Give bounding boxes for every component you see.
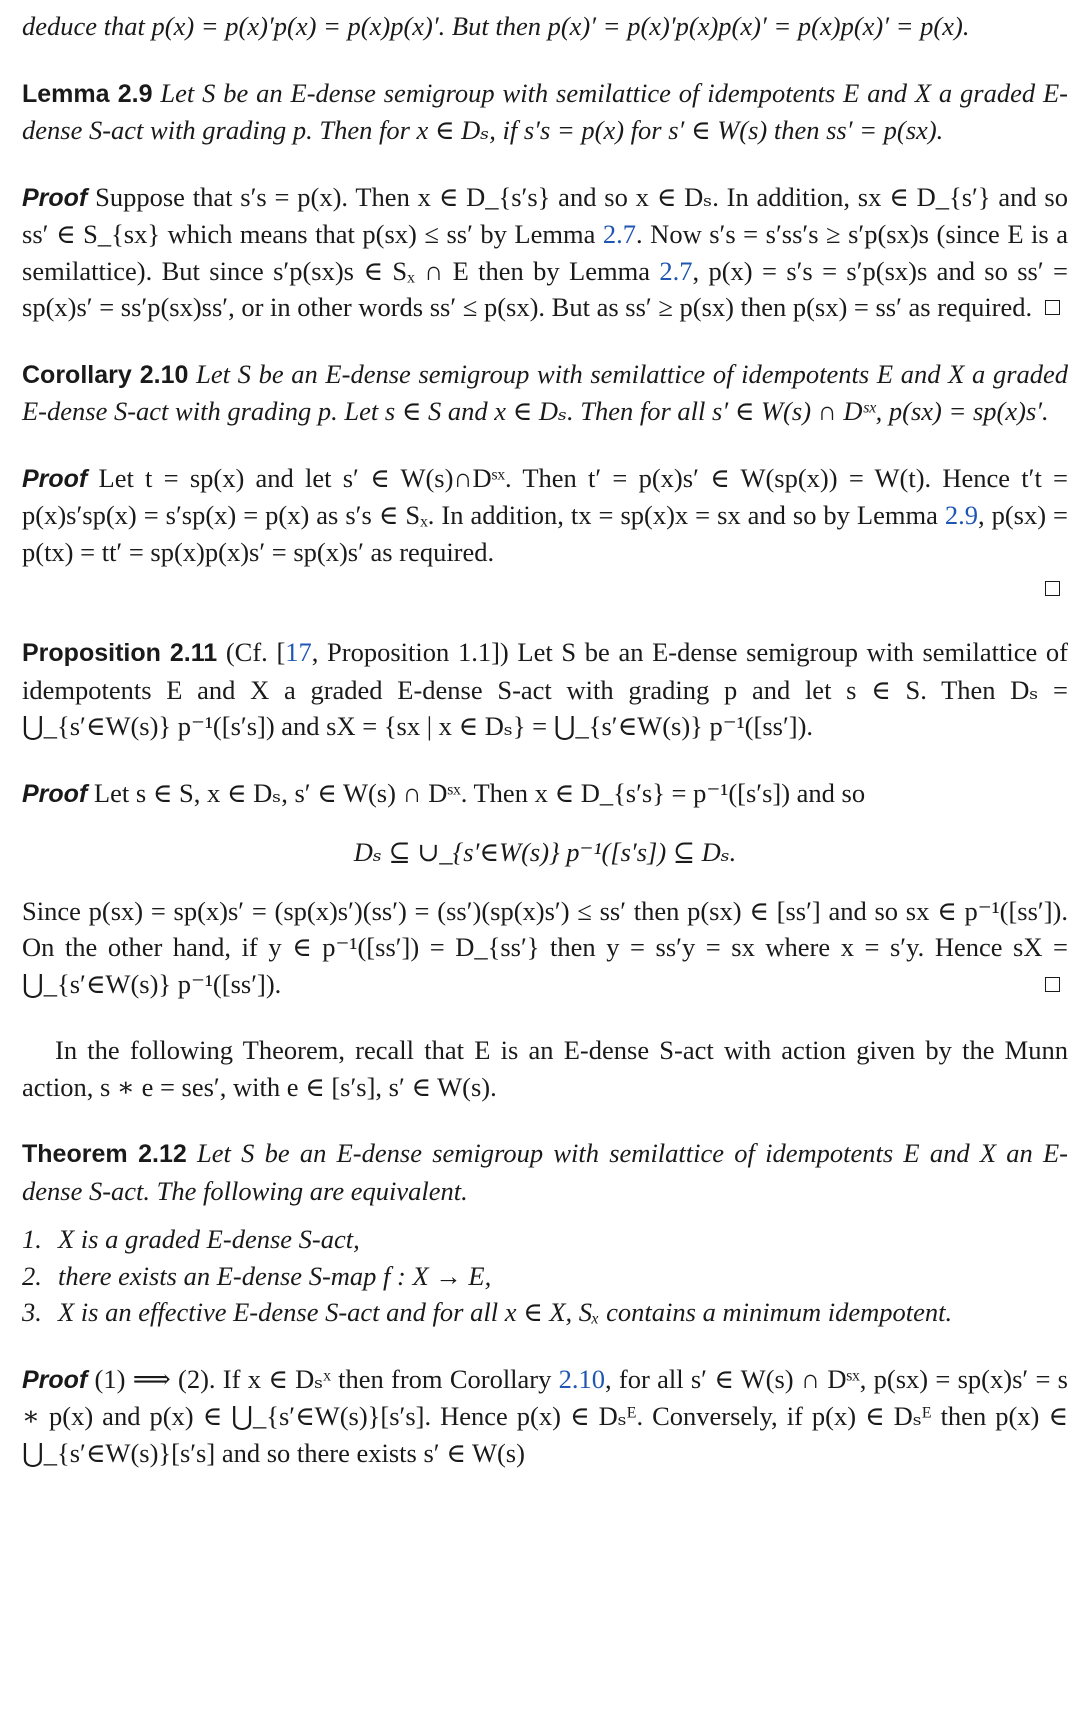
proof-text: Since p(sx) = sp(x)s′ = (sp(x)s′)(ss′) = (ss′)(sp(x)s′) ≤ ss′ then p(sx) ∈ [ss′] and so sx ∈ p⁻¹([ss′]). On the other hand, if y ∈ p⁻¹([ss′]) = D_{ss′} then y = ss′y = sx where x = s′y. Hence sX = ⋃_{s′∈W(s)} p⁻¹([ss′]).: [22, 895, 1068, 999]
lemma-2-7-link[interactable]: 2.7: [659, 255, 693, 286]
proposition-text: , Proposition 1.1]) Let S be an E-dense semigroup with semilattice of idempotents E and X a graded E-dense S-act with grading p and let s ∈ S. Then Dₛ = ⋃_{s′∈W(s)} p⁻¹([s′s]) and sX = {sx | x ∈ Dₛ} = ⋃_{s′∈W(s)} p⁻¹([ss′]).: [22, 637, 1068, 741]
corollary-2-10-link[interactable]: 2.10: [558, 1363, 606, 1394]
proof-proposition-2-11: [22, 775, 1068, 813]
proof-continuation: [22, 893, 1068, 1003]
corollary-label: Corollary 2.10: [22, 360, 189, 389]
theorem-2-12: [22, 1135, 1068, 1209]
proposition-label: Proposition 2.11: [22, 639, 218, 667]
proof-corollary-2-10: [22, 460, 1068, 571]
proposition-text: (Cf. [: [217, 637, 286, 667]
top-paragraph: deduce that p(x) = p(x)′p(x) = p(x)p(x)′. But then p(x)′ = p(x)′p(x)p(x)′ = p(x)p(x)′ = p(x).: [22, 11, 970, 41]
qed-icon: [1045, 300, 1060, 315]
corollary-2-10: [22, 356, 1068, 430]
qed-line: [22, 570, 1068, 606]
proof-text: (1) ⟹ (2). If x ∈ Dₛˣ then from Corollary: [87, 1363, 559, 1394]
theorem-label: Theorem 2.12: [22, 1140, 187, 1168]
proof-text: , p(sx) = p(tx) = tt′ = sp(x)p(x)s′ = sp(x)s′ as required.: [22, 500, 1068, 567]
proof-text: . Now s′s = s′ss′s ≥ s′p(sx)s (since E is a semilattice). But since s′p(sx)s ∈ Sₓ ∩ E then by Lemma: [22, 219, 1068, 286]
munn-paragraph: In the following Theorem, recall that E is an E-dense S-act with action given by the Munn action, s ∗ e = ses′, with e ∈ [s′s], s′ ∈ W(s).: [22, 1035, 1068, 1102]
qed-icon: [1045, 581, 1060, 596]
proof-lemma-2-9: [22, 179, 1068, 326]
proof-text: , p(x) = s′s = s′p(sx)s and so ss′ = sp(x)s′ = ss′p(sx)ss′, or in other words ss′ ≤ p(sx). But as ss′ ≥ p(sx) then p(sx) = ss′ as required.: [22, 255, 1068, 322]
lemma-2-9: [22, 75, 1068, 149]
lemma-2-9-link[interactable]: 2.9: [944, 500, 978, 530]
proposition-2-11: [22, 634, 1068, 745]
lemma-2-7-link[interactable]: 2.7: [602, 219, 637, 249]
corollary-statement: Let S be an E-dense semigroup with semilattice of idempotents E and X a graded E-dense S-act with grading p. Let s ∈ S and x ∈ Dₛ. Then for all s′ ∈ W(s) ∩ Dˢˣ, p(sx) = sp(x)s′.: [22, 358, 1069, 426]
lemma-label: Lemma 2.9: [22, 79, 153, 108]
proof-text: Suppose that s′s = p(x). Then x ∈ D_{s′s} and so x ∈ Dₛ. In addition, sx ∈ D_{s′} and so ss′ ∈ S_{sx} which means that p(sx) ≤ ss′ by Lemma: [22, 181, 1068, 249]
list-item: 3. X is an effective E-dense S-act and for all x ∈ X, Sₓ contains a minimum idempotent.: [22, 1297, 953, 1327]
citation-17-link[interactable]: 17: [285, 637, 312, 667]
proof-label: Proof: [22, 779, 88, 808]
lemma-statement: Let S be an E-dense semigroup with semilattice of idempotents E and X a graded E-dense S-act with grading p. Then for x ∈ Dₛ, if s′s = p(x) for s′ ∈ W(s) then ss′ = p(sx).: [22, 77, 1069, 145]
theorem-statement: Let S be an E-dense semigroup with semilattice of idempotents E and X an E-dense S-act. The following are equivalent.: [22, 1138, 1069, 1206]
list-item: 1. X is a graded E-dense S-act,: [22, 1224, 360, 1254]
proof-label: Proof: [22, 464, 88, 493]
display-equation: Dₛ ⊆ ∪_{s′∈W(s)} p⁻¹([s′s]) ⊆ Dₛ.: [353, 837, 737, 867]
proof-theorem-2-12: [22, 1361, 1068, 1472]
proof-label: Proof: [22, 1365, 88, 1394]
proof-text: Let s ∈ S, x ∈ Dₛ, s′ ∈ W(s) ∩ Dˢˣ. Then x ∈ D_{s′s} = p⁻¹([s′s]) and so: [87, 777, 866, 808]
theorem-conditions-list: [22, 1221, 1068, 1331]
proof-text: , for all s′ ∈ W(s) ∩ Dˢˣ, p(sx) = sp(x)s′ = s ∗ p(x) and p(x) ∈ ⋃_{s′∈W(s)}[s′s]. Hence p(x) ∈ Dₛᴱ. Conversely, if p(x) ∈ Dₛᴱ then p(x) ∈ ⋃_{s′∈W(s)}[s′s] and so there exists s′ ∈ W(s): [22, 1363, 1068, 1468]
proof-text: Let t = sp(x) and let s′ ∈ W(s)∩Dˢˣ. Then t′ = p(x)s′ ∈ W(sp(x)) = W(t). Hence t′t = p(x)s′sp(x) = s′sp(x) = p(x) as s′s ∈ Sₓ. In addition, tx = sp(x)x = sx and so by Lemma: [22, 462, 1068, 530]
list-item: 2. there exists an E-dense S-map f : X → E,: [22, 1260, 492, 1291]
proof-label: Proof: [22, 183, 88, 212]
qed-icon: [1045, 977, 1060, 992]
